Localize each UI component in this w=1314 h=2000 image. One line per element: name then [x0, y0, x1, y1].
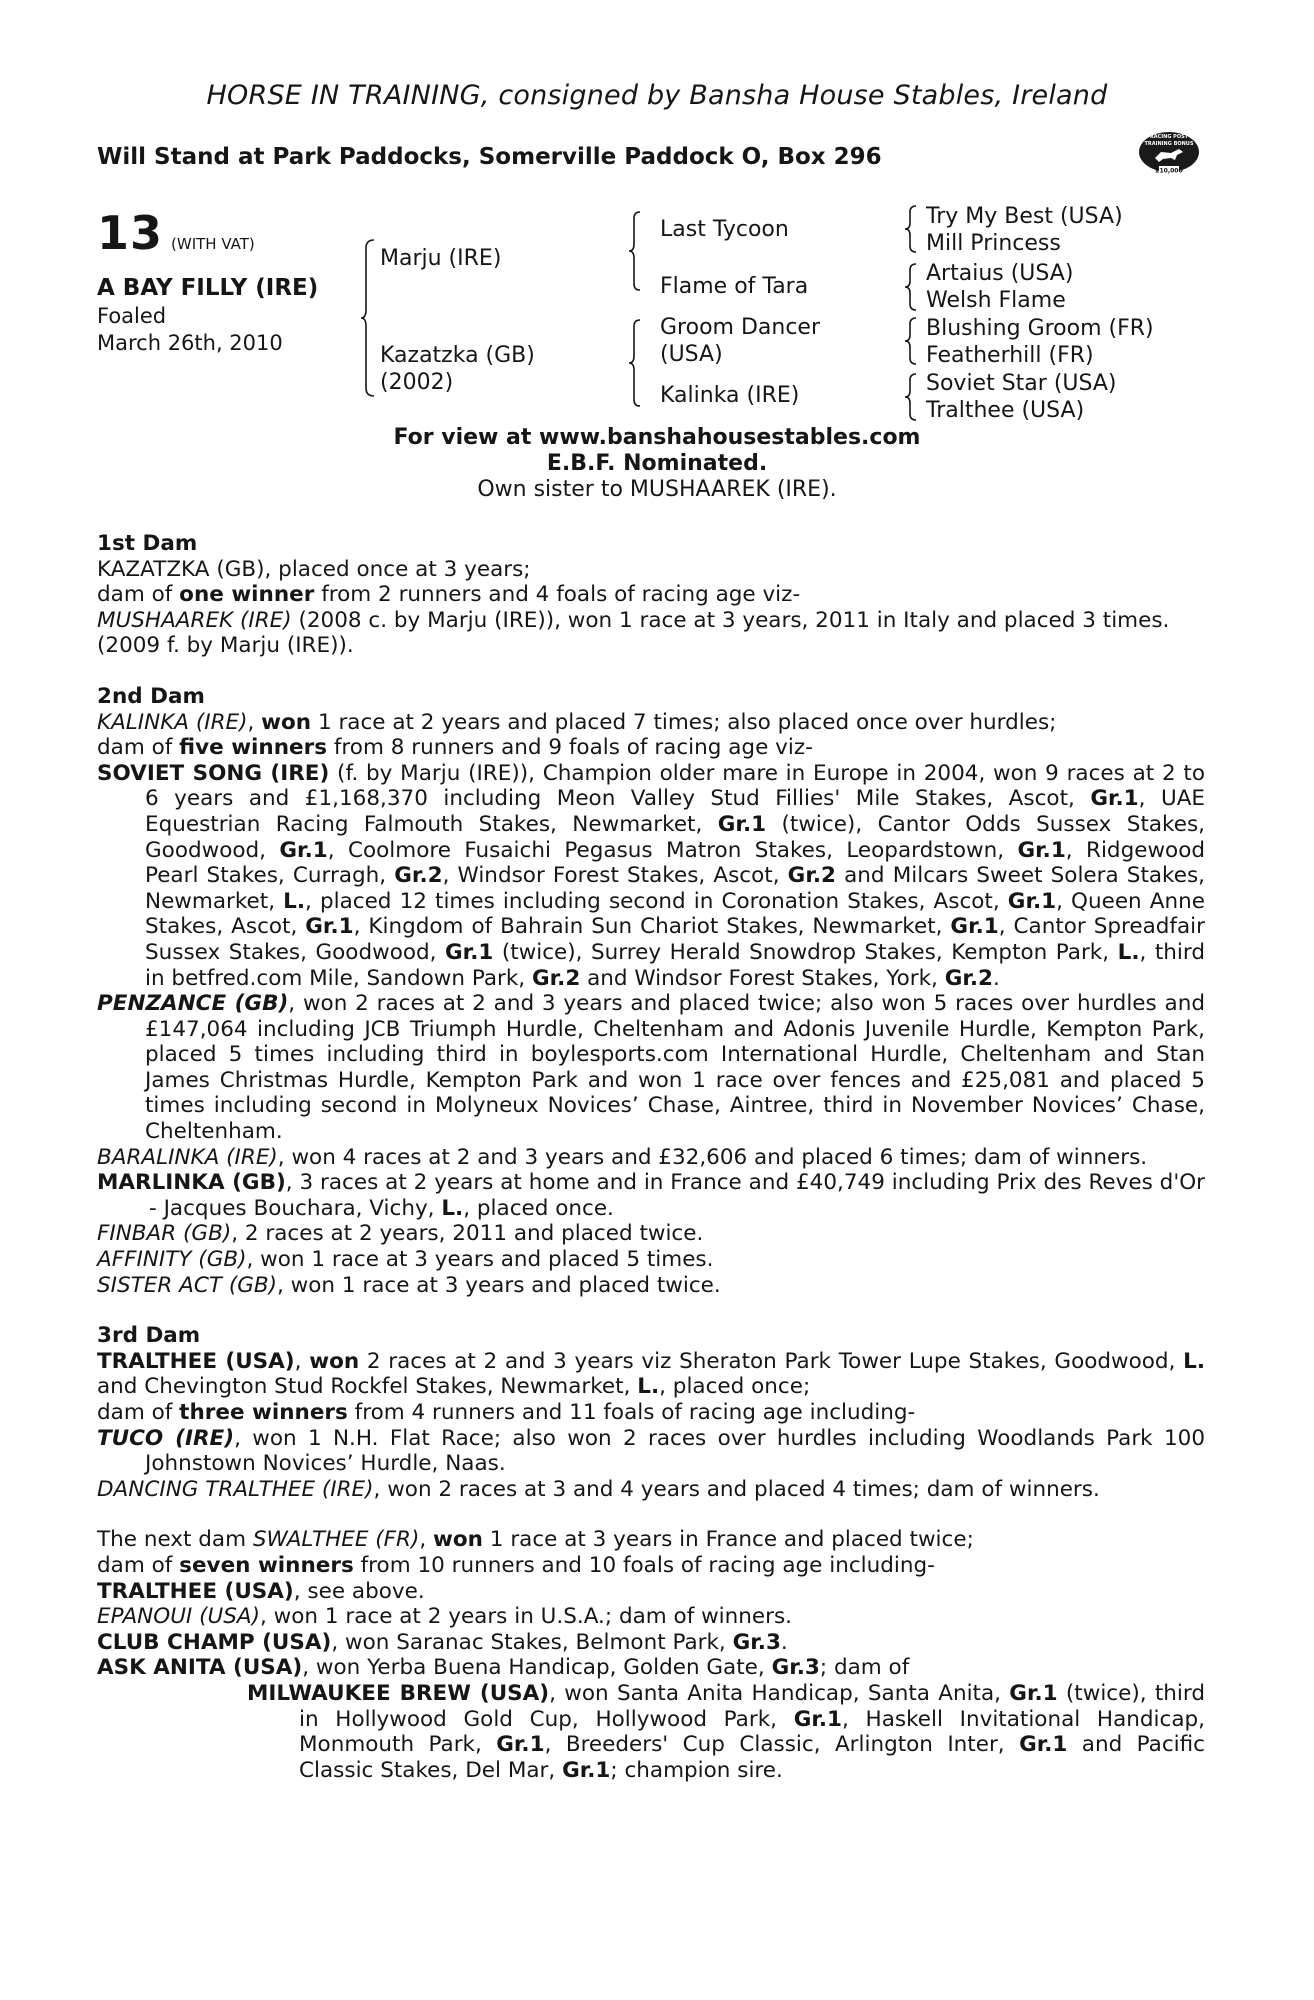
- ebf-nominated: E.B.F. Nominated.: [546, 451, 768, 476]
- second-dam-heading: 2nd Dam: [97, 683, 205, 709]
- third-dam-produce-line: dam of three winners from 4 runners and 11 foals of racing age including-: [97, 1400, 916, 1425]
- baralinka-entry: BARALINKA (IRE), won 4 races at 2 and 3 years and £32,606 and placed 6 times; dam of winners.: [97, 1144, 1148, 1170]
- pedigree-brace-main: [360, 238, 376, 398]
- pedigree-brace-ds: [904, 316, 918, 366]
- logo-line1: RACING POST: [1149, 134, 1189, 140]
- pedigree-brace-dd: [904, 372, 918, 422]
- ask-anita-entry: ASK ANITA (USA), won Yerba Buena Handicap, Golden Gate, Gr.3; dam of: [97, 1655, 910, 1681]
- dancing-tralthee-entry: DANCING TRALTHEE (IRE), won 2 races at 3 and 4 years and placed 4 times; dam of winners.: [97, 1476, 1100, 1502]
- affinity-entry: AFFINITY (GB), won 1 race at 3 years and placed 5 times.: [97, 1247, 714, 1273]
- ped-dsd: Featherhill (FR): [926, 343, 1094, 368]
- ped-dam-name: Kazatzka (GB): [380, 343, 535, 368]
- training-bonus-logo: [1137, 128, 1201, 178]
- ped-dds: Soviet Star (USA): [926, 371, 1117, 396]
- first-dam-produce-line: dam of one winner from 2 runners and 4 foals of racing age viz-: [97, 582, 801, 608]
- ped-ss: Last Tycoon: [660, 217, 789, 242]
- own-sister-note: Own sister to MUSHAAREK (IRE).: [477, 477, 837, 502]
- lot-number-block: [97, 206, 255, 260]
- ped-ds-country: (USA): [660, 342, 723, 367]
- view-website: For view at www.banshahousestables.com: [393, 425, 921, 450]
- pedigree-brace-sire: [628, 210, 642, 292]
- ped-dd: Kalinka (IRE): [660, 383, 800, 408]
- ped-sd: Flame of Tara: [660, 274, 809, 299]
- ped-sire: Marju (IRE): [380, 246, 502, 271]
- pedigree-brace-sd: [904, 262, 918, 312]
- soviet-song-entry: SOVIET SONG (IRE) (f. by Marju (IRE)), Champion older mare in Europe in 2004, won 9 races at 2 to 6 years and £1,168,370 including Meon Valley Stud Fillies' Mile Stakes, Ascot, Gr.1, UAE Equestrian Racing Falmouth Stakes, Newmarket, Gr.1 (twice), Cantor Odds Sussex Stakes, Goodwood, Gr.1, Coolmore Fusaichi Pegasus Matron Stakes, Leopardstown, Gr.1, Ridgewood Pearl Stakes, Curragh, Gr.2, Windsor Forest Stakes, Ascot, Gr.2 and Milcars Sweet Solera Stakes, Newmarket, L., placed 12 times including second in Coronation Stakes, Ascot, Gr.1, Queen Anne Stakes, Ascot, Gr.1, Kingdom of Bahrain Sun Chariot Stakes, Newmarket, Gr.1, Cantor Spreadfair Sussex Stakes, Goodwood, Gr.1 (twice), Surrey Herald Snowdrop Stakes, Kempton Park, L., third in betfred.com Mile, Sandown Park, Gr.2 and Windsor Forest Stakes, York, Gr.2.: [97, 760, 1205, 991]
- tuco-entry: TUCO (IRE), won 1 N.H. Flat Race; also won 2 races over hurdles including Woodlands Park 100 Johnstown Novices’ Hurdle, Naas.: [97, 1425, 1206, 1477]
- finbar-entry: FINBAR (GB), 2 races at 2 years, 2011 and placed twice.: [97, 1221, 704, 1247]
- ped-ddd: Tralthee (USA): [926, 398, 1085, 423]
- ped-sss: Try My Best (USA): [926, 204, 1123, 229]
- ped-ssd: Mill Princess: [926, 231, 1061, 256]
- lot-name: A BAY FILLY (IRE): [97, 275, 319, 301]
- pedigree-brace-dam: [628, 318, 642, 408]
- tralthee-entry: TRALTHEE (USA), see above.: [97, 1578, 425, 1604]
- second-dam-line: KALINKA (IRE), won 1 race at 2 years and placed 7 times; also placed once over hurdles;: [97, 709, 1057, 735]
- third-dam-heading: 3rd Dam: [97, 1323, 201, 1349]
- ped-sdd: Welsh Flame: [926, 288, 1066, 313]
- first-dam-line: KAZATZKA (GB), placed once at 3 years;: [97, 556, 531, 582]
- ped-dss: Blushing Groom (FR): [926, 316, 1154, 341]
- logo-line2: TRAINING BONUS: [1144, 141, 1194, 147]
- lot-number: 13: [97, 206, 164, 260]
- marlinka-entry: MARLINKA (GB), 3 races at 2 years at home and in France and £40,749 including Prix des Reves d'Or - Jacques Bouchara, Vichy, L., placed once.: [97, 1170, 1205, 1221]
- club-champ-entry: CLUB CHAMP (USA), won Saranac Stakes, Belmont Park, Gr.3.: [97, 1629, 788, 1655]
- ped-ds-name: Groom Dancer: [660, 315, 820, 340]
- milwaukee-brew-entry: MILWAUKEE BREW (USA), won Santa Anita Handicap, Santa Anita, Gr.1 (twice), third in Hollywood Gold Cup, Hollywood Park, Gr.1, Haskell Invitational Handicap, Monmouth Park, Gr.1, Breeders' Cup Classic, Arlington Inter, Gr.1 and Pacific Classic Stakes, Del Mar, Gr.1; champion sire.: [247, 1680, 1205, 1783]
- second-dam-produce-line: dam of five winners from 8 runners and 9 foals of racing age viz-: [97, 735, 813, 761]
- next-dam-line: The next dam SWALTHEE (FR), won 1 race at 3 years in France and placed twice;: [97, 1527, 974, 1553]
- first-dam-foal-2: (2009 f. by Marju (IRE)).: [97, 633, 354, 659]
- dam-sections: [97, 531, 1205, 1783]
- consignor-header: HORSE IN TRAINING, consigned by Bansha House Stables, Ireland: [206, 80, 1108, 111]
- ped-ds: [660, 314, 820, 368]
- logo-line3: £10,000: [1155, 167, 1183, 175]
- foaled-block: [97, 303, 283, 357]
- next-dam-produce-line: dam of seven winners from 10 runners and 10 foals of racing age including-: [97, 1552, 935, 1578]
- foaled-date: March 26th, 2010: [97, 331, 283, 355]
- ped-dam-year: (2002): [380, 370, 454, 395]
- third-dam-line: TRALTHEE (USA), won 2 races at 2 and 3 years viz Sheraton Park Tower Lupe Stakes, Goodwood, L. and Chevington Stud Rockfel Stakes, Newmarket, L., placed once;: [97, 1348, 1205, 1400]
- epanoui-entry: EPANOUI (USA), won 1 race at 2 years in U.S.A.; dam of winners.: [97, 1604, 793, 1630]
- ped-sds: Artaius (USA): [926, 261, 1074, 286]
- pedigree-brace-ss: [904, 204, 918, 254]
- sister-act-entry: SISTER ACT (GB), won 1 race at 3 years and placed twice.: [97, 1272, 721, 1298]
- stand-location: Will Stand at Park Paddocks, Somerville Paddock O, Box 296: [97, 144, 882, 170]
- foaled-label: Foaled: [97, 304, 167, 328]
- penzance-entry: PENZANCE (GB), won 2 races at 2 and 3 years and placed twice; also won 5 races over hurdles and £147,064 including JCB Triumph Hurdle, Cheltenham and Adonis Juvenile Hurdle, Kempton Park, placed 5 times including third in boylesports.com International Hurdle, Cheltenham and Stan James Christmas Hurdle, Kempton Park and won 1 race over fences and £25,081 and placed 5 times including second in Molyneux Novices’ Chase, Aintree, third in November Novices’ Chase, Cheltenham.: [97, 991, 1205, 1145]
- first-dam-foal-1: MUSHAAREK (IRE) (2008 c. by Marju (IRE)), won 1 race at 3 years, 2011 in Italy and placed 3 times.: [97, 607, 1170, 633]
- first-dam-heading: 1st Dam: [97, 531, 198, 556]
- ped-dam: [380, 342, 535, 396]
- vat-note: (WITH VAT): [171, 235, 255, 253]
